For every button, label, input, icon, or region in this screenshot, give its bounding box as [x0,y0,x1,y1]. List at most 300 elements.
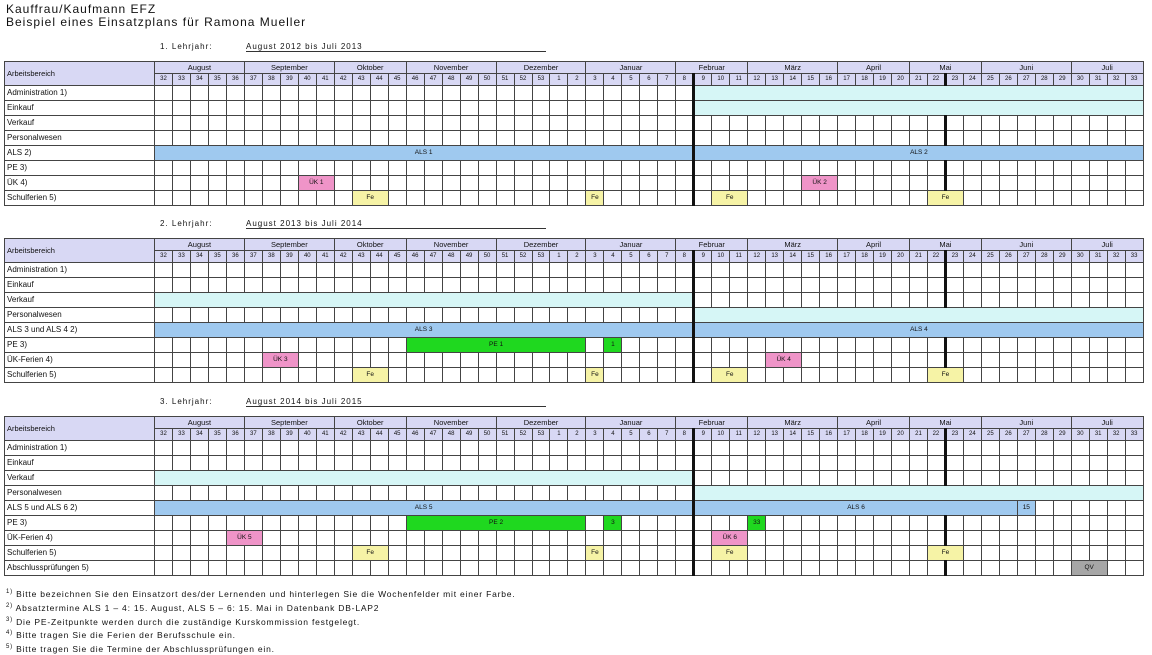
week-cell [190,561,208,576]
week-cell [298,486,316,501]
week-cell [1071,471,1089,486]
week-number: 46 [406,429,424,441]
week-cell [766,131,784,146]
week-cell [316,191,334,206]
week-cell [568,161,586,176]
week-cell [892,456,910,471]
schedule-block: ALS 1 [155,146,694,161]
schedule-block: ALS 2 [694,146,1143,161]
week-cell [298,561,316,576]
month-header: Juli [1071,62,1143,74]
week-cell [352,486,370,501]
week-number: 46 [406,74,424,86]
week-cell [1017,293,1035,308]
week-cell [496,86,514,101]
week-cell [892,176,910,191]
week-cell [280,441,298,456]
week-cell [694,278,712,293]
week-cell [945,353,963,368]
week-cell [909,131,927,146]
week-number: 43 [352,429,370,441]
week-cell [370,486,388,501]
week-cell [478,161,496,176]
week-cell [550,176,568,191]
week-cell [963,161,981,176]
month-header: März [748,417,838,429]
week-cell [892,116,910,131]
schedule-row [5,131,1144,146]
week-cell [802,191,820,206]
row-label: ÜK 4) [5,176,155,191]
week-cell [640,456,658,471]
week-cell [244,176,262,191]
week-number: 31 [1089,251,1107,263]
week-cell [963,338,981,353]
week-cell [622,561,640,576]
week-cell [1017,531,1035,546]
week-number: 33 [172,429,190,441]
week-cell [460,101,478,116]
week-cell [352,116,370,131]
week-number: 16 [820,251,838,263]
week-number: 32 [1107,429,1125,441]
week-cell [1125,161,1143,176]
week-cell [1053,263,1071,278]
month-header: März [748,239,838,251]
week-cell [909,338,927,353]
week-cell [155,191,173,206]
week-cell [550,308,568,323]
month-header: August [155,239,245,251]
week-cell [514,531,532,546]
week-cell [945,131,963,146]
week-cell [676,86,694,101]
week-number: 23 [945,74,963,86]
week-cell [999,161,1017,176]
week-cell [1035,441,1053,456]
week-cell [874,368,892,383]
week-cell [838,546,856,561]
week-cell [280,116,298,131]
week-cell [640,368,658,383]
week-cell [1107,161,1125,176]
week-number: 37 [244,429,262,441]
week-cell [586,561,604,576]
week-cell [730,456,748,471]
week-cell [766,278,784,293]
week-cell [658,441,676,456]
week-cell [676,368,694,383]
schedule-block: QV [1071,561,1107,576]
week-cell [226,116,244,131]
schedule-block: ÜK 6 [712,531,748,546]
week-cell [945,278,963,293]
week-cell [586,131,604,146]
row-label: ALS 5 und ALS 6 2) [5,501,155,516]
week-cell [640,86,658,101]
week-cell [963,561,981,576]
week-cell [568,546,586,561]
week-cell [981,471,999,486]
week-cell [909,353,927,368]
week-cell [927,531,945,546]
week-number: 52 [514,429,532,441]
week-number: 27 [1017,251,1035,263]
week-cell [838,531,856,546]
week-cell [244,368,262,383]
week-cell [1089,131,1107,146]
week-cell [316,263,334,278]
week-cell [874,161,892,176]
week-cell [766,456,784,471]
week-number: 36 [226,74,244,86]
week-cell [712,278,730,293]
week-cell [820,441,838,456]
week-cell [478,561,496,576]
week-cell [298,131,316,146]
week-cell [442,191,460,206]
week-cell [640,278,658,293]
week-cell [244,278,262,293]
week-cell [748,161,766,176]
week-cell [460,176,478,191]
week-cell [190,368,208,383]
week-cell [784,546,802,561]
week-cell [172,86,190,101]
week-cell [1125,546,1143,561]
week-cell [909,161,927,176]
week-cell [802,338,820,353]
week-cell [856,338,874,353]
week-number: 45 [388,429,406,441]
week-cell [676,191,694,206]
week-cell [784,131,802,146]
week-cell [532,101,550,116]
schedule-block: Fe [586,546,604,561]
week-number: 37 [244,251,262,263]
week-cell [190,308,208,323]
week-cell [640,161,658,176]
week-number: 11 [730,429,748,441]
week-number: 47 [424,429,442,441]
week-cell [892,263,910,278]
week-cell [604,353,622,368]
month-header: Juli [1071,239,1143,251]
week-number: 14 [784,251,802,263]
row-label: Administration 1) [5,263,155,278]
week-cell [442,101,460,116]
schedule-block: Fe [712,368,748,383]
week-cell [406,116,424,131]
month-header-row [5,417,1144,429]
week-cell [478,308,496,323]
week-cell [370,308,388,323]
week-header-row [5,251,1144,263]
week-number: 1 [550,429,568,441]
week-cell [1107,368,1125,383]
week-number: 19 [874,429,892,441]
week-cell [676,441,694,456]
week-number: 32 [1107,251,1125,263]
week-cell [155,368,173,383]
week-cell [766,293,784,308]
week-cell [208,161,226,176]
week-cell [1035,131,1053,146]
row-label: ALS 2) [5,146,155,161]
week-number: 43 [352,251,370,263]
week-cell [1017,131,1035,146]
week-cell [712,293,730,308]
week-cell [1017,471,1035,486]
week-cell [496,561,514,576]
week-cell [694,131,712,146]
week-cell [927,516,945,531]
week-cell [334,308,352,323]
week-cell [514,263,532,278]
week-number: 23 [945,429,963,441]
week-cell [784,516,802,531]
week-cell [658,101,676,116]
week-number: 38 [262,251,280,263]
week-cell [1107,263,1125,278]
week-number: 33 [1125,429,1143,441]
week-number: 19 [874,74,892,86]
week-cell [316,441,334,456]
week-cell [586,308,604,323]
week-cell [1071,338,1089,353]
week-cell [155,101,173,116]
column-header-arbeitsbereich: Arbeitsbereich [5,417,155,441]
week-cell [496,368,514,383]
week-cell [155,546,173,561]
week-cell [388,176,406,191]
week-cell [856,176,874,191]
week-cell [155,486,173,501]
week-cell [712,353,730,368]
week-number: 22 [927,429,945,441]
week-number: 34 [190,251,208,263]
week-cell [999,191,1017,206]
week-cell [981,561,999,576]
week-cell [874,546,892,561]
week-cell [730,338,748,353]
week-cell [1089,278,1107,293]
week-cell [442,561,460,576]
week-cell [478,101,496,116]
week-cell [514,486,532,501]
week-cell [748,191,766,206]
week-header-row [5,74,1144,86]
week-cell [550,191,568,206]
week-cell [424,531,442,546]
week-cell [820,161,838,176]
week-cell [694,353,712,368]
week-cell [802,131,820,146]
week-number: 40 [298,74,316,86]
week-cell [766,441,784,456]
week-cell [676,353,694,368]
week-cell [406,176,424,191]
week-cell [820,278,838,293]
week-cell [226,101,244,116]
week-cell [226,263,244,278]
week-cell [226,561,244,576]
week-cell [532,86,550,101]
week-cell [658,516,676,531]
week-cell [730,441,748,456]
week-cell [892,471,910,486]
month-header: Oktober [334,417,406,429]
week-cell [334,516,352,531]
week-cell [1107,561,1125,576]
week-number: 48 [442,74,460,86]
week-cell [352,263,370,278]
week-cell [766,546,784,561]
week-cell [1053,293,1071,308]
week-cell [586,263,604,278]
schedule-block: PE 2 [406,516,586,531]
week-cell [406,561,424,576]
week-cell [442,176,460,191]
month-header: November [406,62,496,74]
week-number: 7 [658,74,676,86]
week-cell [334,531,352,546]
week-cell [694,191,712,206]
week-cell [442,353,460,368]
week-cell [478,441,496,456]
week-cell [874,131,892,146]
week-cell [784,278,802,293]
week-cell [1035,293,1053,308]
month-header: September [244,62,334,74]
week-cell [298,161,316,176]
schedule-row [5,501,1144,516]
month-header-row [5,239,1144,251]
week-number: 15 [802,429,820,441]
week-cell [676,263,694,278]
week-cell [424,191,442,206]
week-cell [280,191,298,206]
row-label: Verkauf [5,471,155,486]
week-cell [838,263,856,278]
week-cell [370,131,388,146]
week-cell [1053,116,1071,131]
week-cell [442,278,460,293]
week-cell [784,263,802,278]
week-number: 28 [1035,429,1053,441]
week-cell [586,101,604,116]
row-label: Einkauf [5,101,155,116]
week-cell [406,531,424,546]
week-cell [981,546,999,561]
week-cell [766,561,784,576]
week-cell [496,101,514,116]
week-cell [1035,263,1053,278]
week-cell [568,131,586,146]
week-cell [909,531,927,546]
week-number: 21 [909,251,927,263]
week-cell [514,191,532,206]
week-cell [370,561,388,576]
week-number: 29 [1053,74,1071,86]
week-cell [874,531,892,546]
week-cell [334,131,352,146]
week-cell [226,456,244,471]
week-cell [550,546,568,561]
schedule-block [694,86,1143,101]
week-cell [406,161,424,176]
week-cell [226,176,244,191]
week-cell [280,516,298,531]
week-number: 5 [622,251,640,263]
week-cell [514,441,532,456]
week-cell [784,293,802,308]
week-cell [1089,531,1107,546]
week-cell [172,263,190,278]
week-number: 33 [172,251,190,263]
week-cell [532,308,550,323]
week-cell [856,293,874,308]
week-cell [155,561,173,576]
week-cell [1125,501,1143,516]
week-cell [694,471,712,486]
week-cell [1035,531,1053,546]
footnote-text: Bitte bezeichnen Sie den Einsatzort des/der Lernenden und hinterlegen Sie die Wochenfelder mit einer Farbe. [12,588,516,599]
schedule-row [5,441,1144,456]
week-cell [262,116,280,131]
week-cell [388,456,406,471]
week-cell [532,131,550,146]
week-number: 47 [424,74,442,86]
week-cell [424,486,442,501]
week-cell [730,263,748,278]
month-header: Mai [909,239,981,251]
plan-year-3-period [160,397,546,407]
schedule-row [5,531,1144,546]
week-cell [190,191,208,206]
week-cell [927,116,945,131]
week-cell [802,531,820,546]
week-cell [748,131,766,146]
week-cell [406,441,424,456]
week-cell [280,338,298,353]
schedule-block [694,308,1143,323]
week-cell [730,293,748,308]
week-cell [316,161,334,176]
week-cell [424,263,442,278]
week-cell [568,441,586,456]
schedule-row [5,293,1144,308]
week-cell [532,191,550,206]
month-header: April [838,417,910,429]
week-cell [208,368,226,383]
week-cell [1089,338,1107,353]
week-number: 51 [496,429,514,441]
week-cell [155,131,173,146]
week-cell [874,471,892,486]
week-number: 4 [604,429,622,441]
week-cell [244,516,262,531]
week-cell [155,176,173,191]
week-cell [1053,278,1071,293]
week-cell [1017,456,1035,471]
week-number: 49 [460,429,478,441]
week-cell [586,161,604,176]
schedule-block: 15 [1017,501,1035,516]
week-number: 7 [658,429,676,441]
week-number: 10 [712,429,730,441]
week-cell [694,531,712,546]
